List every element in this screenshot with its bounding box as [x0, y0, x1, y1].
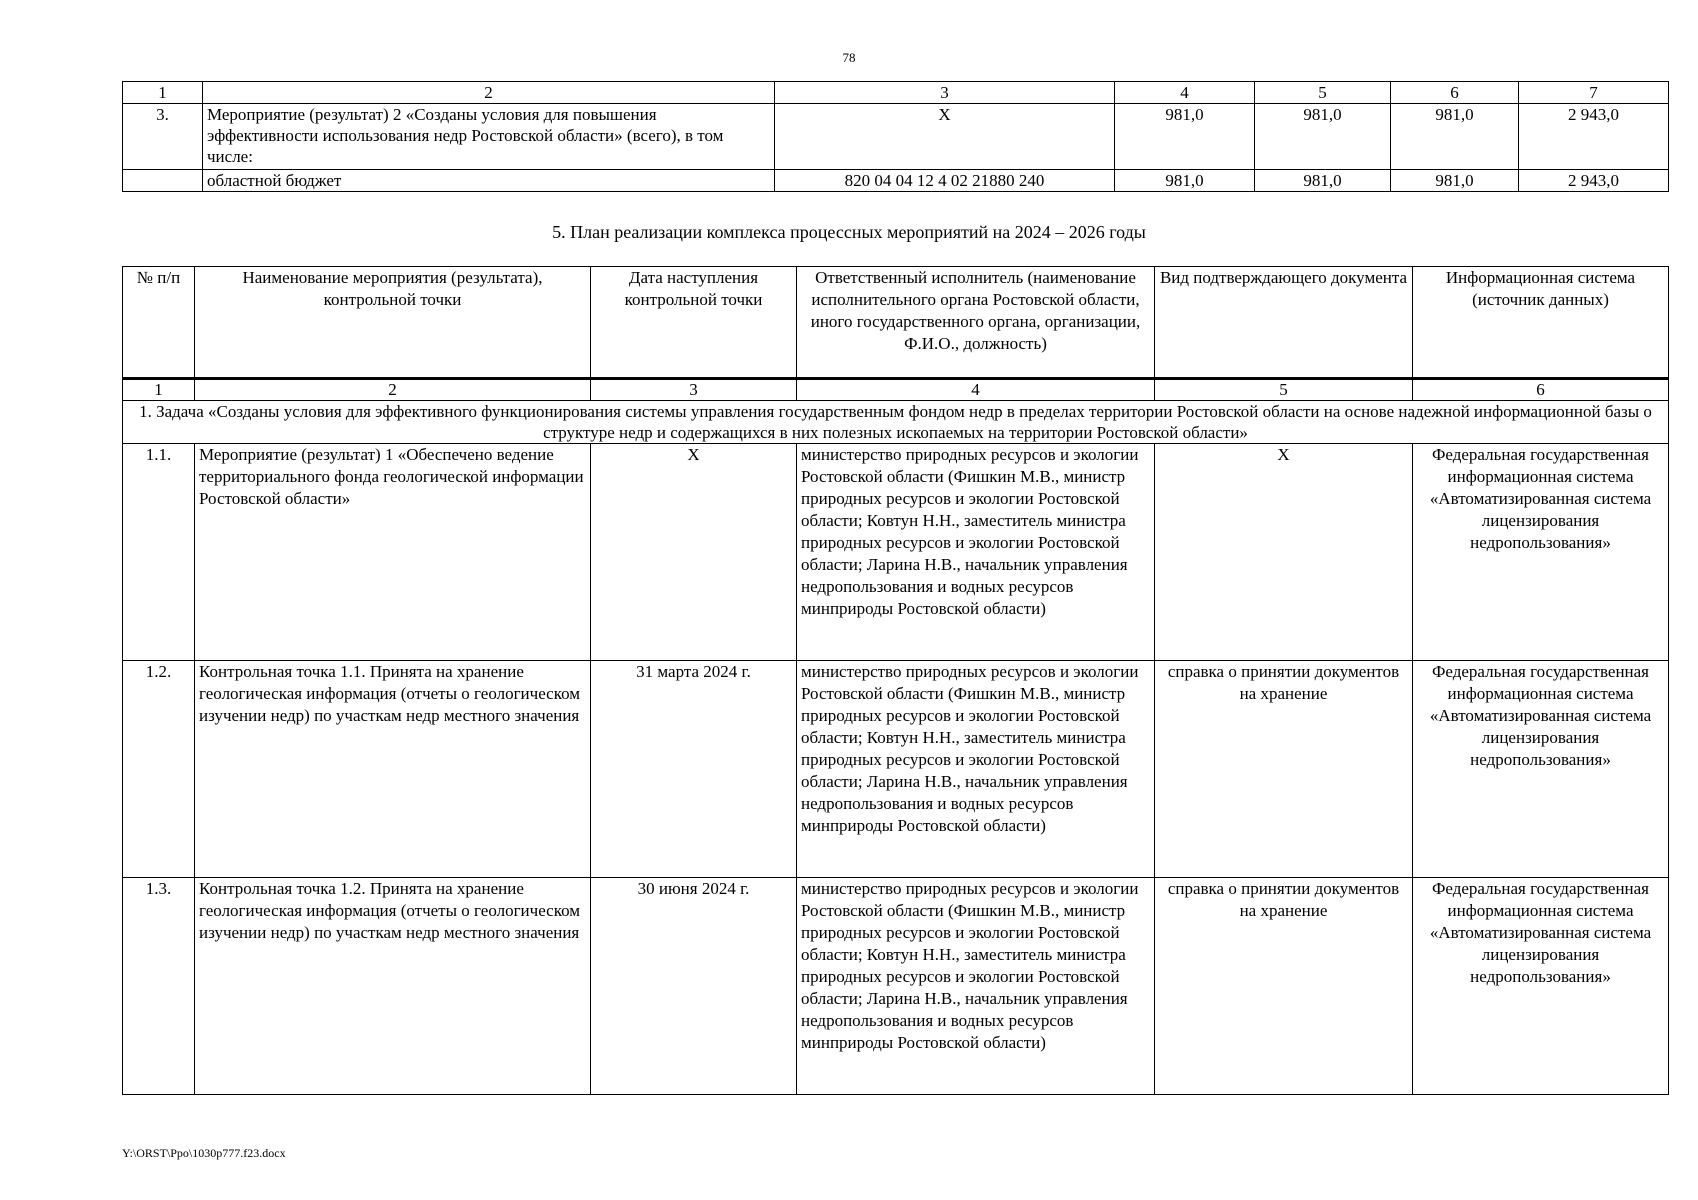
page-number: 78 [842, 50, 856, 65]
funding-table-header [123, 82, 1669, 104]
row-date: 30 июня 2024 г. [591, 878, 797, 1095]
funding-col-3: 3 [775, 82, 1115, 104]
row-code: 820 04 04 12 4 02 21880 240 [775, 170, 1115, 192]
funding-col-6: 6 [1391, 82, 1519, 104]
row-system: Федеральная государственная информационная система «Автоматизированная система лицензирования недропользования» [1413, 444, 1669, 661]
row-name: Контрольная точка 1.2. Принята на хранение геологическая информация (отчеты о геологическом изучении недр) по участкам недр местного значения [195, 878, 591, 1095]
header-executor: Ответственный исполнитель (наименование исполнительного органа Ростовской области, иного государственного органа, организации, Ф.И.О., должность) [797, 267, 1155, 379]
row-executor: министерство природных ресурсов и экологии Ростовской области (Фишкин М.В., министр природных ресурсов и экологии Ростовской области; Ковтун Н.Н., заместитель министра природных ресурсов и экологии Ростовской области; Ларина Н.В., начальник управления недропользования и водных ресурсов минприроды Ростовской области) [797, 878, 1155, 1095]
row-name: Мероприятие (результат) 2 «Созданы условия для повышения эффективности использования недр Ростовской области» (всего), в том числе: [203, 104, 775, 170]
column-number: 3 [591, 379, 797, 401]
task-row [123, 401, 1669, 444]
row-number: 3. [123, 104, 203, 170]
row-value-2026: 981,0 [1391, 104, 1519, 170]
column-number: 6 [1413, 379, 1669, 401]
column-number: 2 [195, 379, 591, 401]
row-value-2025: 981,0 [1255, 104, 1391, 170]
table-row [123, 104, 1669, 170]
row-system: Федеральная государственная информационная система «Автоматизированная система лицензирования недропользования» [1413, 661, 1669, 878]
row-name: Контрольная точка 1.1. Принята на хранение геологическая информация (отчеты о геологическом изучении недр) по участкам недр местного значения [195, 661, 591, 878]
table-row [123, 444, 1669, 661]
column-number: 4 [797, 379, 1155, 401]
row-name: Мероприятие (результат) 1 «Обеспечено ведение территориального фонда геологической информации Ростовской области» [195, 444, 591, 661]
header-name: Наименование мероприятия (результата), контрольной точки [195, 267, 591, 379]
row-number [123, 170, 203, 192]
funding-table [122, 81, 1669, 192]
column-number: 5 [1155, 379, 1413, 401]
row-executor: министерство природных ресурсов и экологии Ростовской области (Фишкин М.В., министр природных ресурсов и экологии Ростовской области; Ковтун Н.Н., заместитель министра природных ресурсов и экологии Ростовской области; Ларина Н.В., начальник управления недропользования и водных ресурсов минприроды Ростовской области) [797, 661, 1155, 878]
header-number: № п/п [123, 267, 195, 379]
table-row [123, 878, 1669, 1095]
table-row [123, 661, 1669, 878]
row-value-2024: 981,0 [1115, 104, 1255, 170]
row-date: 31 марта 2024 г. [591, 661, 797, 878]
plan-table [122, 266, 1669, 1095]
header-system: Информационная система (источник данных) [1413, 267, 1669, 379]
funding-col-5: 5 [1255, 82, 1391, 104]
footer-file-path: Y:\ORST\Ppo\1030p777.f23.docx [122, 1146, 286, 1160]
plan-table-header [123, 267, 1669, 379]
header-date: Дата наступления контрольной точки [591, 267, 797, 379]
task-title: 1. Задача «Созданы условия для эффективного функционирования системы управления государственным фондом недр в пределах территории Ростовской области на основе надежной информационной базы о структуре недр и содержащихся в них полезных ископаемых на территории Ростовской области» [123, 401, 1669, 444]
row-executor: министерство природных ресурсов и экологии Ростовской области (Фишкин М.В., министр природных ресурсов и экологии Ростовской области; Ковтун Н.Н., заместитель министра природных ресурсов и экологии Ростовской области; Ларина Н.В., начальник управления недропользования и водных ресурсов минприроды Ростовской области) [797, 444, 1155, 661]
row-number: 1.2. [123, 661, 195, 878]
row-name: областной бюджет [203, 170, 775, 192]
row-document: справка о принятии документов на хранение [1155, 878, 1413, 1095]
row-value-2026: 981,0 [1391, 170, 1519, 192]
header-document: Вид подтверждающего документа [1155, 267, 1413, 379]
row-value-total: 2 943,0 [1519, 170, 1669, 192]
funding-col-2: 2 [203, 82, 775, 104]
row-document: справка о принятии документов на хранение [1155, 661, 1413, 878]
funding-col-1: 1 [123, 82, 203, 104]
row-value-total: 2 943,0 [1519, 104, 1669, 170]
row-value-2024: 981,0 [1115, 170, 1255, 192]
row-system: Федеральная государственная информационная система «Автоматизированная система лицензирования недропользования» [1413, 878, 1669, 1095]
row-number: 1.3. [123, 878, 195, 1095]
section-title: 5. План реализации комплекса процессных мероприятий на 2024 – 2026 годы [552, 222, 1146, 242]
funding-col-4: 4 [1115, 82, 1255, 104]
row-document: X [1155, 444, 1413, 661]
row-code: X [775, 104, 1115, 170]
table-row [123, 170, 1669, 192]
row-date: X [591, 444, 797, 661]
column-number: 1 [123, 379, 195, 401]
row-number: 1.1. [123, 444, 195, 661]
row-value-2025: 981,0 [1255, 170, 1391, 192]
column-number-row [123, 379, 1669, 401]
funding-col-7: 7 [1519, 82, 1669, 104]
